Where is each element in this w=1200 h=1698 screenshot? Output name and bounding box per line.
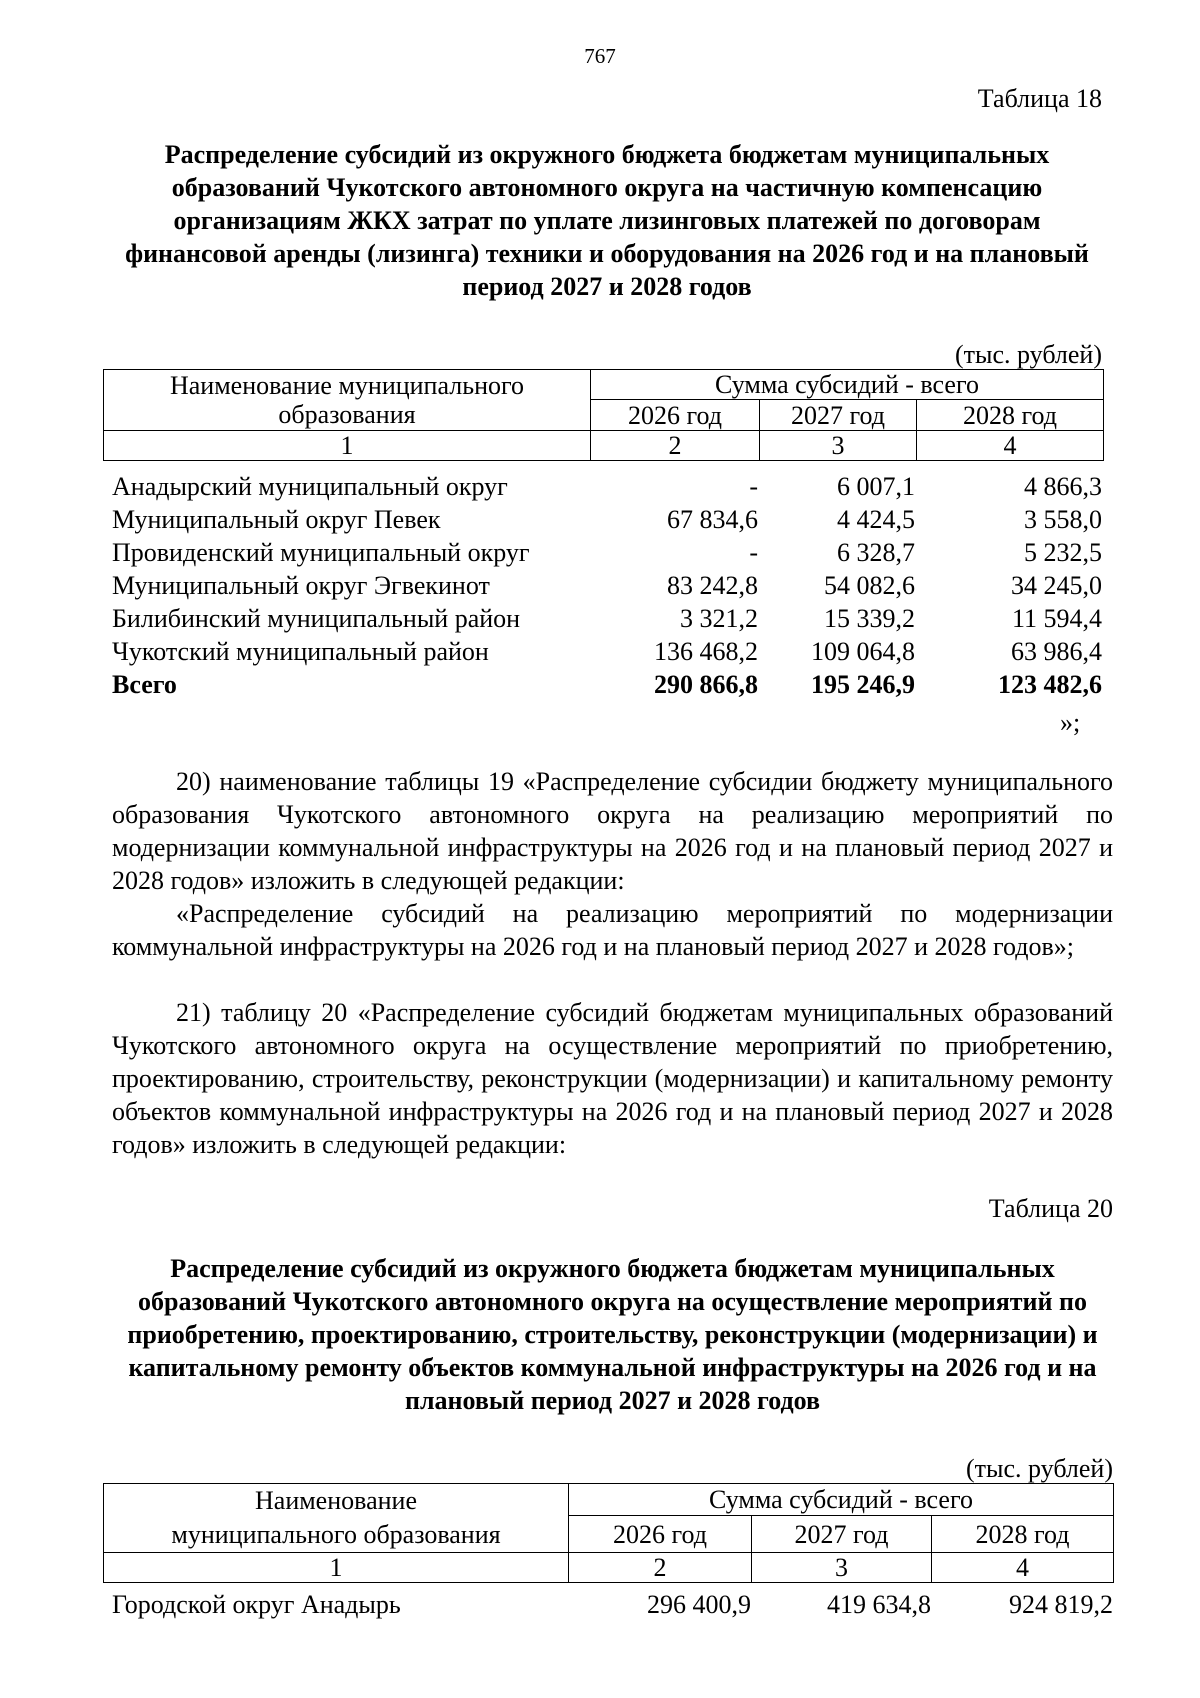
value-2026: 136 468,2 [654, 637, 758, 666]
value-2028: 3 558,0 [1024, 505, 1102, 534]
paragraph-20-text: 20) наименование таблицы 19 «Распределение субсидии бюджету муниципального образования Чукотского автономного округа на реализацию мероприятий по модернизации коммунальной инфраструктуры на 2026 год и на плановый период 2027 и 2028 годов» изложить в следующей редакции: [112, 767, 1113, 895]
row-name: Билибинский муниципальный район [112, 604, 521, 633]
table-row [112, 569, 1102, 602]
column-number: 4 [932, 1553, 1114, 1583]
value-2027: 15 339,2 [824, 604, 915, 633]
total-2026: 290 866,8 [654, 670, 758, 699]
value-2026: - [749, 538, 758, 567]
table-row [112, 470, 1102, 503]
total-row [112, 668, 1102, 701]
page-number: 767 [584, 44, 616, 68]
table-20-header [103, 1483, 1114, 1583]
value-2026: - [749, 472, 758, 501]
total-2028: 123 482,6 [998, 670, 1102, 699]
column-number: 4 [917, 431, 1104, 461]
value-2028: 5 232,5 [1024, 538, 1102, 567]
paragraph-20-quote-text: «Распределение субсидий на реализацию мероприятий по модернизации коммунальной инфраструктуры на 2026 год и на плановый период 2027 и 2028 годов»; [112, 899, 1113, 961]
row-name: Чукотский муниципальный район [112, 637, 489, 666]
column-number: 1 [104, 431, 591, 461]
column-number: 3 [752, 1553, 932, 1583]
row-name: Провиденский муниципальный округ [112, 538, 530, 567]
header-sum-column: Сумма субсидий - всего [591, 370, 1104, 400]
paragraph-20 [112, 765, 1113, 897]
value-2028: 4 866,3 [1024, 472, 1102, 501]
closing-quote: »; [1060, 708, 1081, 737]
paragraph-21-text: 21) таблицу 20 «Распределение субсидий бюджетам муниципальных образований Чукотского автономного округа на осуществление мероприятий по приобретению, проектированию, строительству, реконструкции (модернизации) и капитальному ремонту объектов коммунальной инфраструктуры на 2026 год и на плановый период 2027 и 2028 годов» изложить в следующей редакции: [112, 998, 1113, 1159]
header-name-line-2: муниципального образования [171, 1520, 501, 1549]
row-name: Анадырский муниципальный округ [112, 472, 508, 501]
paragraph-20-quote [112, 897, 1113, 963]
header-year-2028: 2028 год [932, 1516, 1114, 1553]
table-20-title: Распределение субсидий из окружного бюджета бюджетам муниципальных образований Чукотского автономного округа на осуществление мероприятий по приобретению, проектированию, строительству, реконструкции (модернизации) и капитальному ремонту объектов коммунальной инфраструктуры на 2026 год и на плановый период 2027 и 2028 годов [127, 1254, 1098, 1415]
table-18-title: Распределение субсидий из окружного бюджета бюджетам муниципальных образований Чукотского автономного округа на частичную компенсацию организациям ЖКХ затрат по уплате лизинговых платежей по договорам финансовой аренды (лизинга) техники и оборудования на 2026 год и на плановый период 2027 и 2028 годов [125, 140, 1089, 301]
value-2026: 3 321,2 [680, 604, 758, 633]
table-row [112, 1588, 1113, 1621]
value-2026: 67 834,6 [667, 505, 758, 534]
table-row [112, 635, 1102, 668]
value-2028: 34 245,0 [1011, 571, 1102, 600]
header-name-column [104, 1484, 569, 1553]
value-2027: 4 424,5 [837, 505, 915, 534]
value-2027: 54 082,6 [824, 571, 915, 600]
table-row [112, 503, 1102, 536]
value-2028: 924 819,2 [1009, 1590, 1113, 1619]
value-2027: 6 328,7 [837, 538, 915, 567]
table-18-label: Таблица 18 [977, 84, 1102, 113]
column-number: 2 [591, 431, 760, 461]
row-name: Городской округ Анадырь [112, 1590, 401, 1619]
table-20-body [112, 1588, 1113, 1621]
header-name-column: Наименование муниципального образования [104, 370, 591, 431]
value-2026: 296 400,9 [647, 1590, 751, 1619]
column-number: 1 [104, 1553, 569, 1583]
table-18-header [103, 369, 1104, 461]
table-row [112, 602, 1102, 635]
row-name: Муниципальный округ Эгвекинот [112, 571, 490, 600]
total-2027: 195 246,9 [811, 670, 915, 699]
column-number: 2 [569, 1553, 752, 1583]
header-year-2028: 2028 год [917, 400, 1104, 431]
table-20-label: Таблица 20 [988, 1194, 1113, 1223]
table-18-unit: (тыс. рублей) [954, 340, 1102, 369]
header-year-2026: 2026 год [569, 1516, 752, 1553]
value-2027: 419 634,8 [827, 1590, 931, 1619]
value-2026: 83 242,8 [667, 571, 758, 600]
value-2028: 63 986,4 [1011, 637, 1102, 666]
value-2028: 11 594,4 [1011, 604, 1102, 633]
paragraph-21 [112, 996, 1113, 1161]
column-number: 3 [760, 431, 917, 461]
header-year-2026: 2026 год [591, 400, 760, 431]
row-name: Муниципальный округ Певек [112, 505, 441, 534]
table-20-unit: (тыс. рублей) [965, 1454, 1113, 1483]
value-2027: 109 064,8 [811, 637, 915, 666]
table-18-body [112, 470, 1102, 701]
total-label: Всего [112, 670, 177, 699]
header-year-2027: 2027 год [752, 1516, 932, 1553]
header-name-line-1: Наименование [255, 1486, 417, 1515]
table-row [112, 536, 1102, 569]
header-sum-column: Сумма субсидий - всего [569, 1484, 1114, 1516]
value-2027: 6 007,1 [837, 472, 915, 501]
header-year-2027: 2027 год [760, 400, 917, 431]
